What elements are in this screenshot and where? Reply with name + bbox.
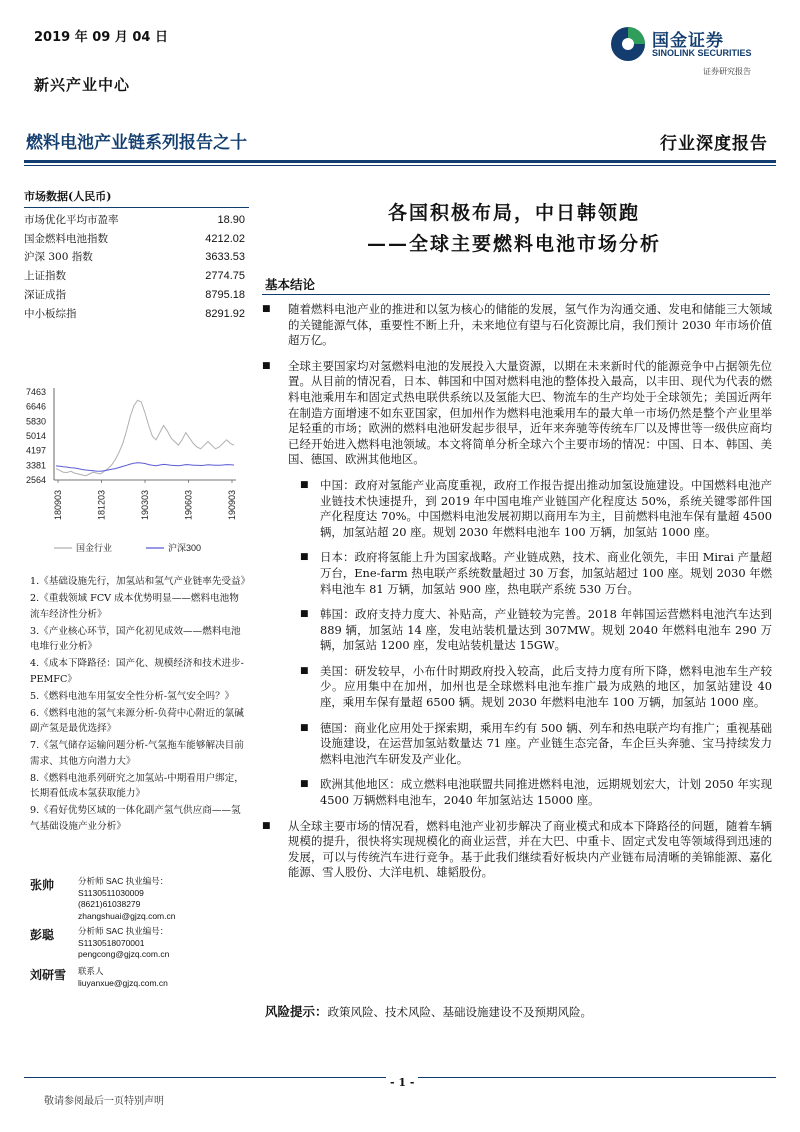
- risk-text: 政策风险、技术风险、基础设施建设不及预期风险。: [327, 1005, 593, 1019]
- market-value: 8291.92: [205, 307, 245, 320]
- y-tick-label: 7463: [26, 387, 47, 397]
- market-row: [24, 248, 249, 267]
- analyst-list: [30, 876, 248, 996]
- header-divider-thin: [24, 165, 776, 166]
- risk-warning: [265, 1002, 592, 1020]
- related-report-item[interactable]: 5.《燃料电池车用氢安全性分析-氢气安全吗？》: [30, 690, 235, 702]
- header-divider: [24, 160, 776, 163]
- related-report-item[interactable]: 1.《基础设施先行，加氢站和氢气产业链率先受益》: [30, 576, 251, 587]
- analyst-info: [78, 876, 175, 922]
- market-data-title: 市场数据(人民币): [24, 188, 249, 208]
- country-item-germany: ■ 德国：商业化应用处于探索期，乘用车约有 500 辆、列车和热电联产均有推广；重视基础设施建设，在运营加氢站数量达 71 座。产业链生态完备，车企巨头奔驰、宝马持续发力燃料电池汽车研发及产业化。: [262, 721, 772, 768]
- market-label: 沪深 300 指数: [24, 251, 93, 264]
- logo-subtitle: 证券研究报告: [703, 67, 751, 76]
- department: 新兴产业中心: [34, 76, 131, 94]
- analyst-phone: (8621)61038279: [78, 899, 141, 909]
- market-row: [24, 286, 249, 305]
- x-tick-label: 181203: [96, 489, 107, 520]
- x-tick-label: 180903: [53, 489, 63, 520]
- market-data-table: [24, 211, 249, 323]
- related-report-item[interactable]: 7.《氢气储存运输问题分析-气氢拖车能够解决目前需求、其他方向潜力大》: [30, 740, 244, 767]
- logo-mark-icon: [610, 24, 646, 64]
- country-item-europe: ■ 欧洲其他地区：成立燃料电池联盟共同推进燃料电池，远期规划宏大，计划 2050 年实现 4500 万辆燃料电池车，2040 年加氢站达 15000 座。: [262, 777, 772, 808]
- y-tick-label: 3381: [26, 460, 47, 471]
- analyst-info: [78, 966, 168, 989]
- analyst-card: [30, 876, 248, 926]
- market-row: [24, 230, 249, 249]
- related-report-item[interactable]: 8.《燃料电池系列研究之加氢站-中期看用户绑定，长期看低成本氢获取能力》: [30, 772, 244, 800]
- report-type: 行业深度报告: [660, 134, 768, 154]
- analyst-info: [78, 926, 169, 961]
- analyst-id: S1130511030009: [78, 887, 144, 898]
- conclusion-item: ■ 随着燃料电池产业的推进和以氢为核心的储能的发展，氢气作为沟通交通、发电和储能三大领域的关键能源气体，重要性不断上升，未来地位有望与石化资源比肩，我们预计 2030 年市场价值超万亿。: [262, 302, 772, 349]
- x-tick-label: 190303: [140, 489, 150, 520]
- risk-label: 风险提示：: [265, 1004, 328, 1019]
- conclusion-item: ■ 全球主要国家均对氢燃料电池的发展投入大量资源，以期在未来新时代的能源竞争中占据领先位置。从目前的情况看，日本、韩国和中国对燃料电池的整体投入最高，以丰田、现代为代表的燃料电池乘用车和固定式热电联供系统以及氢能大巴、物流车的生产均处于全球领先；美国近两年在制造方面增速不如东亚国家，但加州作为燃料电池乘用车的最大单一市场仍然是整个产业里举足轻重的市场；欧洲的燃料电池研发起步很早，近年来奔驰等传统车厂以及博世等一级供应商均已经开始进入燃料电池领域。本文将简单分析全球六个主要市场的情况：中国、日本、韩国、美国、德国、欧洲其他地区。: [262, 359, 772, 468]
- related-reports: [30, 574, 251, 836]
- market-row: [24, 305, 249, 324]
- analyst-email[interactable]: zhangshuai@gjzq.com.cn: [78, 910, 176, 921]
- x-tick-label: 190903: [227, 489, 237, 520]
- market-row: [24, 267, 249, 286]
- market-row: [24, 211, 249, 230]
- analyst-id: S1130518070001: [78, 937, 145, 948]
- legend-label: 国金行业: [76, 543, 113, 553]
- y-tick-label: 5830: [26, 416, 47, 427]
- market-value: 4212.02: [205, 232, 245, 245]
- analyst-role: 分析师 SAC 执业编号：: [78, 926, 169, 936]
- report-date: 2019 年 09 月 04 日: [34, 30, 168, 45]
- analyst-card: [30, 926, 248, 966]
- market-label: 国金燃料电池指数: [24, 232, 108, 245]
- country-item-usa: ■ 美国：研发较早，小布什时期政府投入较高，此后支持力度有所下降，燃料电池车生产较少。应用集中在加州，加州也是全球燃料电池车推广最为成熟的地区，加氢站建设 40 座，乘用车保有量超 6500 辆。规划 2030 年燃料电池车 100 万辆，加氢站 1000 座。: [262, 664, 772, 711]
- related-report-item[interactable]: 4.《成本下降路径：国产化、规模经济和技术进步-PEMFC》: [30, 658, 244, 685]
- legend-label: 沪深300: [168, 543, 202, 553]
- report-title: 各国积极布局，中日韩领跑: [387, 202, 640, 224]
- related-report-item[interactable]: 6.《燃料电池的氢气来源分析-负荷中心附近的氯碱副产氢是最优选择》: [30, 707, 244, 735]
- analyst-card: [30, 966, 248, 996]
- market-value: 8795.18: [205, 288, 245, 301]
- country-item-japan: ■ 日本：政府将氢能上升为国家战略。产业链成熟，技术、商业化领先，丰田 Mirai 产量超万台，Ene-farm 热电联产系统数量超过 30 万套，加氢站超过 100 座。规划 2030 年燃料电池车 81 万辆，加氢站 900 座，热电联产系统 530 万台。: [262, 550, 772, 597]
- market-label: 中小板综指: [24, 307, 77, 320]
- analyst-role: 分析师 SAC 执业编号：: [78, 876, 169, 886]
- market-label: 深证成指: [24, 288, 66, 301]
- market-data-panel: [24, 188, 249, 323]
- market-value: 2774.75: [205, 270, 245, 283]
- y-tick-label: 6646: [26, 401, 47, 412]
- market-value: 3633.53: [205, 251, 245, 264]
- report-subtitle: ——全球主要燃料电池市场分析: [366, 233, 661, 255]
- analyst-email[interactable]: pengcong@gjzq.com.cn: [78, 949, 170, 959]
- related-report-item[interactable]: 2.《重载领域 FCV 成本优势明显——燃料电池物流车经济性分析》: [30, 592, 239, 620]
- market-value: 18.90: [217, 214, 245, 226]
- country-item-china: ■ 中国：政府对氢能产业高度重视，政府工作报告提出推动加氢设施建设。中国燃料电池产业链技术快速提升，到 2019 年中国电堆产业链国产化程度达 50%，系统关键零部件国产化程度达 70%。中国燃料电池发展初期以商用车为主，目前燃料电池车保有量超 4500 辆，加氢站超 20 座。规划 2030 年燃料电池车 100 万辆，加氢站 1000 座。: [262, 478, 772, 540]
- section-divider: [262, 294, 770, 295]
- x-tick-label: 190603: [183, 489, 194, 520]
- series-title: 燃料电池产业链系列报告之十: [26, 133, 247, 153]
- y-tick-label: 2564: [26, 475, 47, 485]
- page-number: - 1 -: [386, 1076, 418, 1089]
- basic-conclusion-label: 基本结论: [265, 277, 316, 292]
- index-chart-svg: [24, 378, 244, 558]
- market-label: 上证指数: [24, 270, 66, 283]
- logo-text-en: SINOLINK SECURITIES: [652, 48, 752, 58]
- y-tick-label: 5014: [26, 430, 47, 441]
- index-chart: [24, 378, 244, 558]
- related-report-item[interactable]: 3.《产业核心环节，国产化初见成效——燃料电池电堆行业分析》: [30, 625, 241, 653]
- conclusion-list: [262, 302, 772, 891]
- analyst-role: 联系人: [78, 966, 104, 976]
- country-item-korea: ■ 韩国：政府支持力度大、补贴高，产业链较为完善。2018 年韩国运营燃料电池汽车达到 889 辆，加氢站 14 座，发电站装机量达到 307MW。规划 2040 年燃料电池车 290 万辆，加氢站 1200 座，发电站装机量达 15GW。: [262, 607, 772, 654]
- related-report-item[interactable]: 9.《看好优势区域的一体化副产氢气供应商——氢气基础设施产业分析》: [30, 805, 241, 833]
- analyst-name: 彭聪: [30, 928, 55, 942]
- analyst-email[interactable]: liuyanxue@gjzq.com.cn: [78, 977, 168, 988]
- footer-disclaimer[interactable]: 敬请参阅最后一页特别声明: [44, 1096, 164, 1107]
- conclusion-item: ■ 从全球主要市场的情况看，燃料电池产业初步解决了商业模式和成本下降路径的问题，随着车辆规模的提升，很快将实现规模化的商业运营，并在大巴、中重卡、固定式发电等领域得到迅速的发展，可以与传统汽车进行竞争。基于此我们继续看好板块内产业链布局清晰的美锦能源、嘉化能源、雪人股份、大洋电机、雄韬股份。: [262, 819, 772, 881]
- series-line-hs300: [56, 463, 234, 472]
- y-tick-label: 4197: [26, 445, 47, 456]
- company-logo: [610, 24, 770, 68]
- analyst-name: 刘研雪: [30, 968, 67, 982]
- market-label: 市场优化平均市盈率: [24, 214, 119, 226]
- logo-text-cn: 国金证券: [652, 31, 724, 51]
- analyst-name: 张帅: [30, 878, 55, 892]
